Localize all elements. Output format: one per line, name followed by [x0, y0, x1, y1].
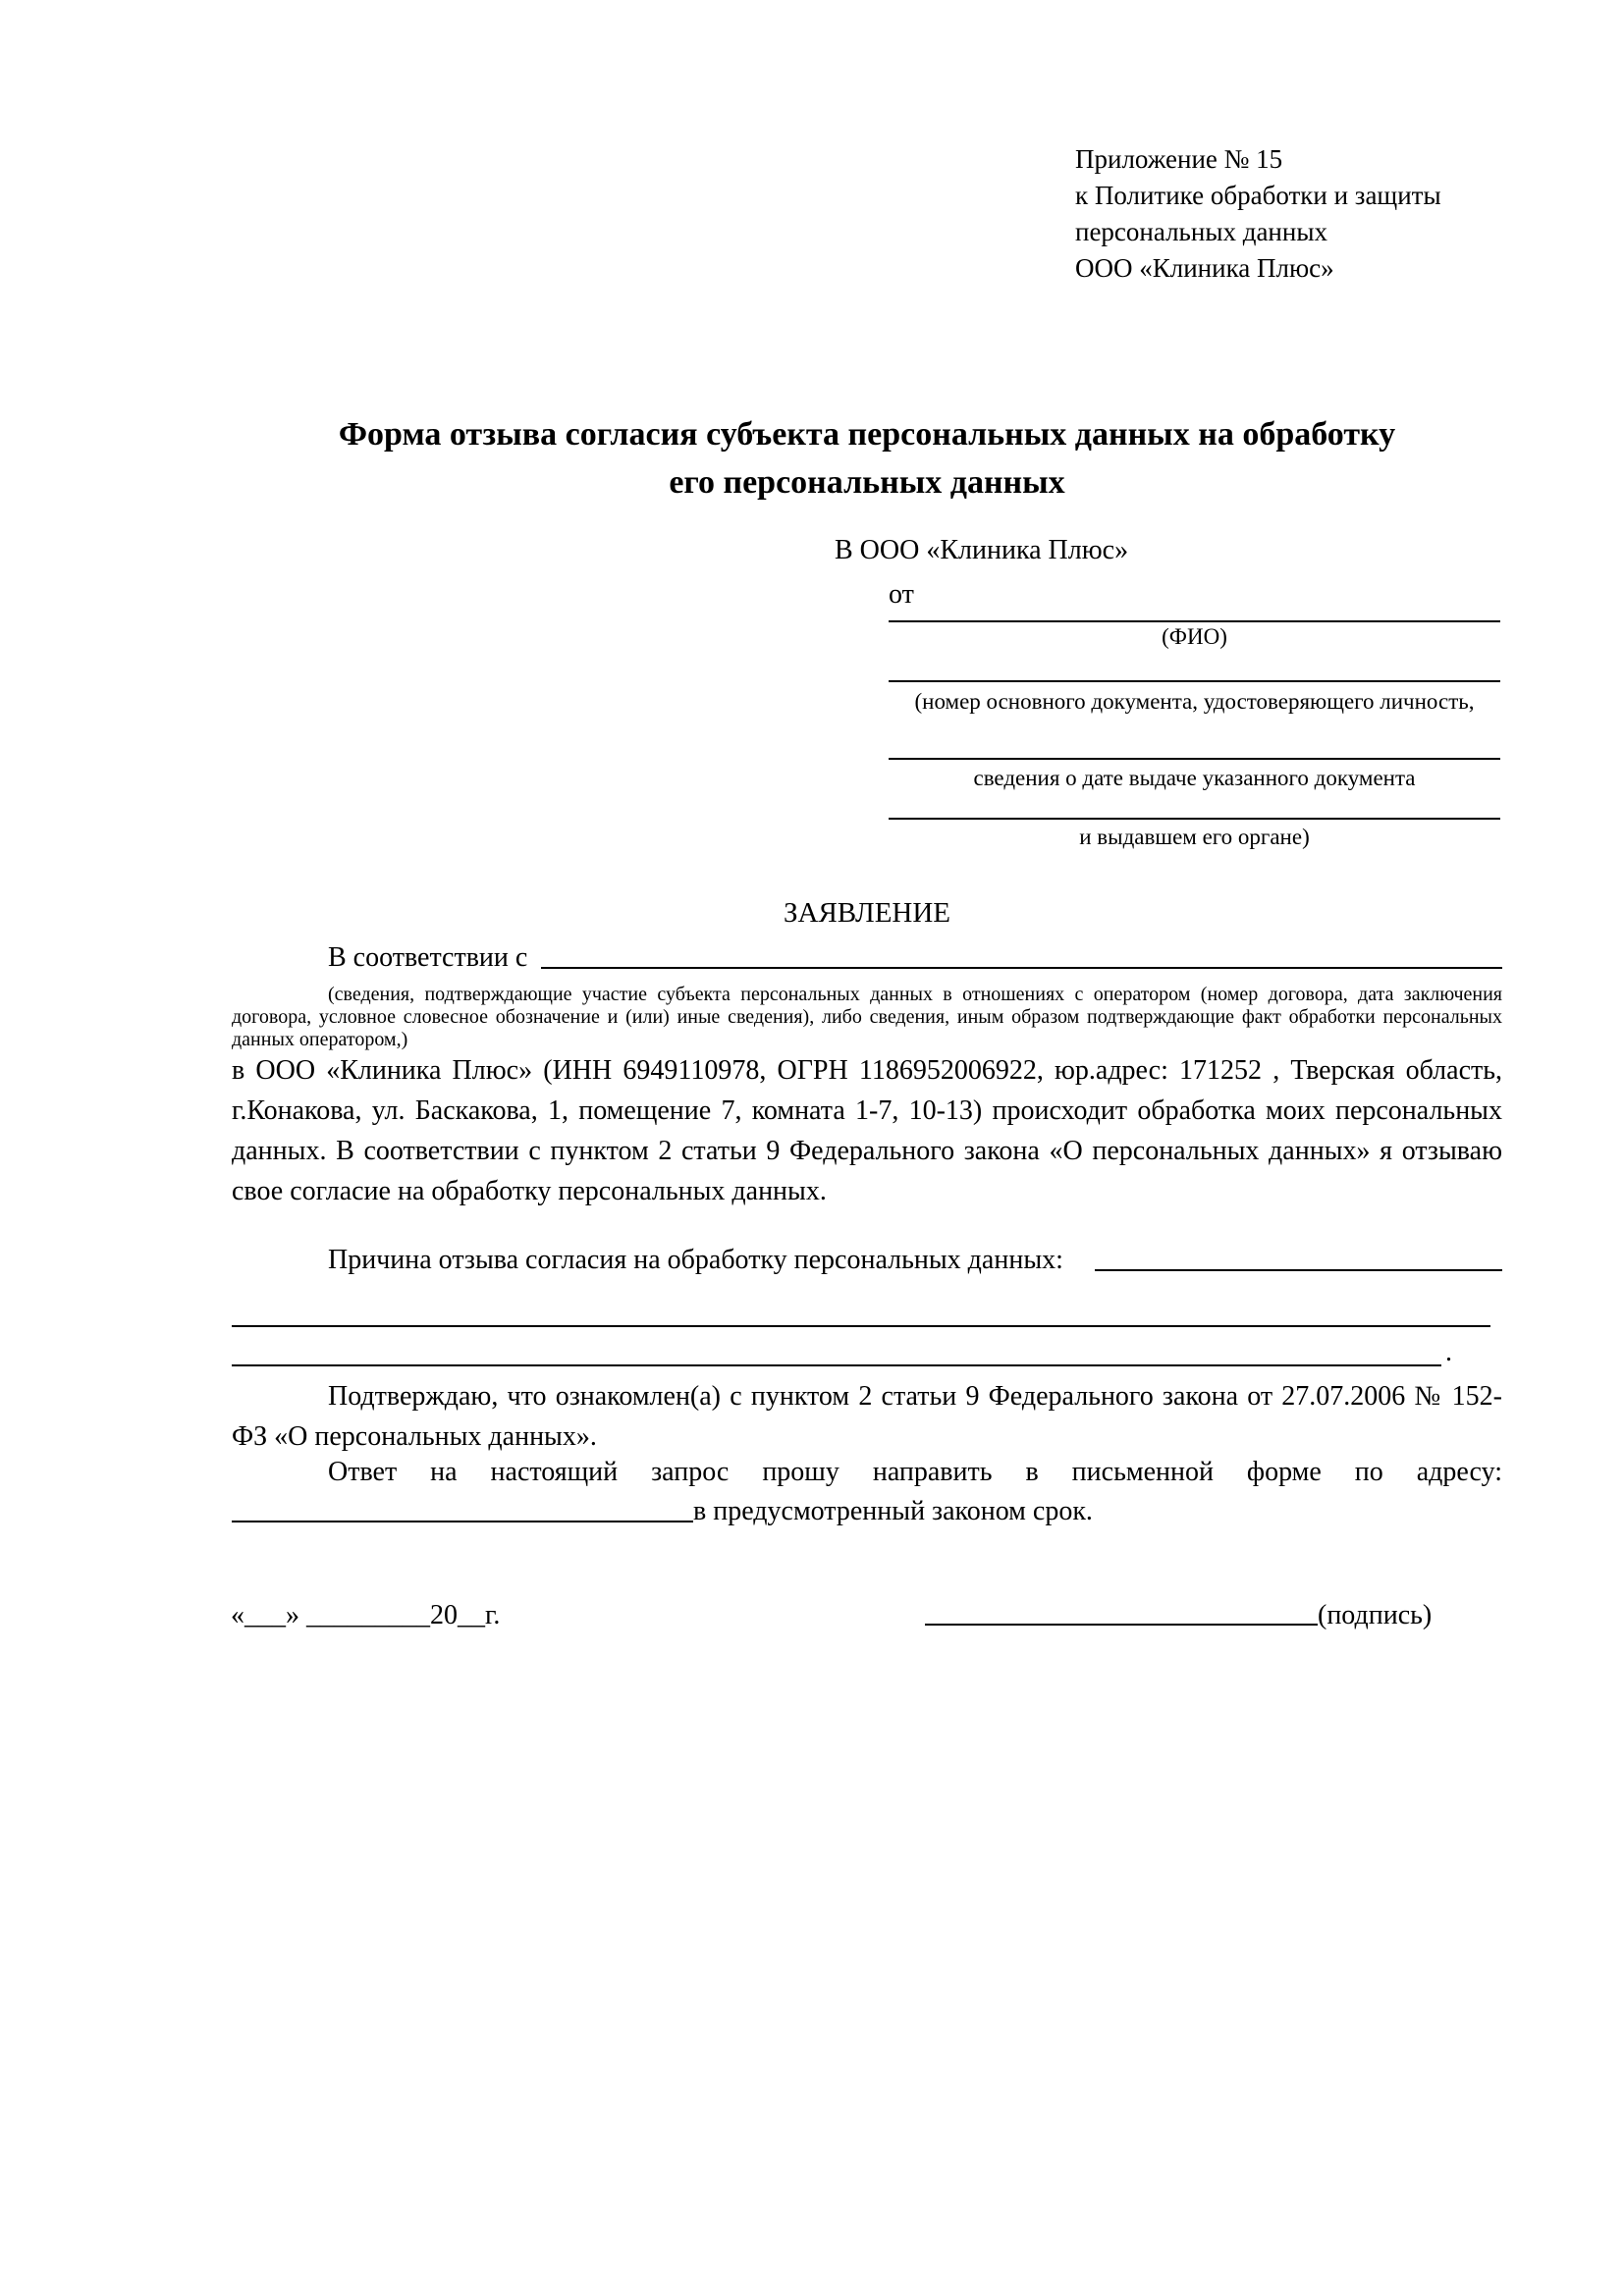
- issuing-authority-caption: и выдавшем его органе): [1079, 825, 1310, 849]
- addressee-from-label: от: [889, 579, 914, 610]
- confirmation-paragraph: Подтверждаю, что ознакомлен(а) с пунктом 2 статьи 9 Федерального закона от 27.07.2006 № 152-ФЗ «О персональных данных».: [232, 1381, 1502, 1452]
- accordance-footnote: (сведения, подтверждающие участие субъекта персональных данных в отношениях с оператором (номер договора, дата заключения договора, условное словесное обозначение и (или) иные сведения), либо сведения, иным образом подтверждающие факт обработки персональных данных оператором,): [232, 984, 1502, 1050]
- reply-request-line: Ответ на настоящий запрос прошу направить в письменной форме по адресу:: [328, 1457, 1502, 1487]
- fio-caption: (ФИО): [1162, 624, 1227, 649]
- document-number-caption: (номер основного документа, удостоверяющего личность,: [914, 689, 1475, 714]
- accordance-prefix: В соответствии с: [328, 942, 528, 973]
- document-title-line-2: его персональных данных: [669, 464, 1065, 501]
- reply-address-blank-line[interactable]: [232, 1496, 693, 1522]
- signature-blank-line[interactable]: [925, 1600, 1318, 1626]
- issuing-authority-blank-line[interactable]: [889, 818, 1500, 820]
- document-title-line-1: Форма отзыва согласия субъекта персональных данных на обработку: [338, 416, 1396, 453]
- date-blank-template[interactable]: «___» _________20__г.: [231, 1600, 501, 1630]
- reason-terminator-period: .: [1445, 1337, 1452, 1367]
- issue-date-caption: сведения о дате выдаче указанного документа: [973, 766, 1416, 790]
- signature-row: [925, 1600, 1432, 1631]
- document-title: [232, 410, 1502, 507]
- annex-line-3: персональных данных: [1075, 217, 1327, 246]
- statement-body: в ООО «Клиника Плюс» (ИНН 6949110978, ОГРН 1186952006922, юр.адрес: 171252 , Тверская область, г.Конакова, ул. Баскакова, 1, помещение 7, комната 1-7, 10-13) происходит обработка моих персональных данных. В соответствии с пунктом 2 статьи 9 Федерального закона «О персональных данных» я отзываю свое согласие на обработку персональных данных.: [232, 1055, 1502, 1206]
- annex-header: [1075, 141, 1441, 287]
- reason-blank-line[interactable]: [1095, 1245, 1502, 1271]
- reply-suffix: в предусмотренный законом срок.: [693, 1496, 1093, 1526]
- annex-line-4: ООО «Клиника Плюс»: [1075, 253, 1334, 283]
- annex-line-2: к Политике обработки и защиты: [1075, 181, 1441, 210]
- fio-blank-line[interactable]: [889, 620, 1500, 622]
- statement-heading: ЗАЯВЛЕНИЕ: [783, 897, 951, 929]
- reason-extra-blank-line-2[interactable]: [232, 1364, 1441, 1366]
- addressee-organization: В ООО «Клиника Плюс»: [835, 535, 1129, 565]
- issue-date-blank-line[interactable]: [889, 758, 1500, 760]
- accordance-row: [232, 942, 1502, 974]
- accordance-blank-line[interactable]: [541, 942, 1502, 969]
- reply-address-row: [232, 1496, 1502, 1527]
- reason-label: Причина отзыва согласия на обработку персональных данных:: [328, 1245, 1063, 1275]
- reason-row: [232, 1245, 1502, 1276]
- reason-extra-blank-line-1[interactable]: [232, 1325, 1490, 1327]
- document-number-blank-line[interactable]: [889, 680, 1500, 682]
- signature-caption: (подпись): [1318, 1600, 1433, 1630]
- annex-line-1: Приложение № 15: [1075, 144, 1283, 174]
